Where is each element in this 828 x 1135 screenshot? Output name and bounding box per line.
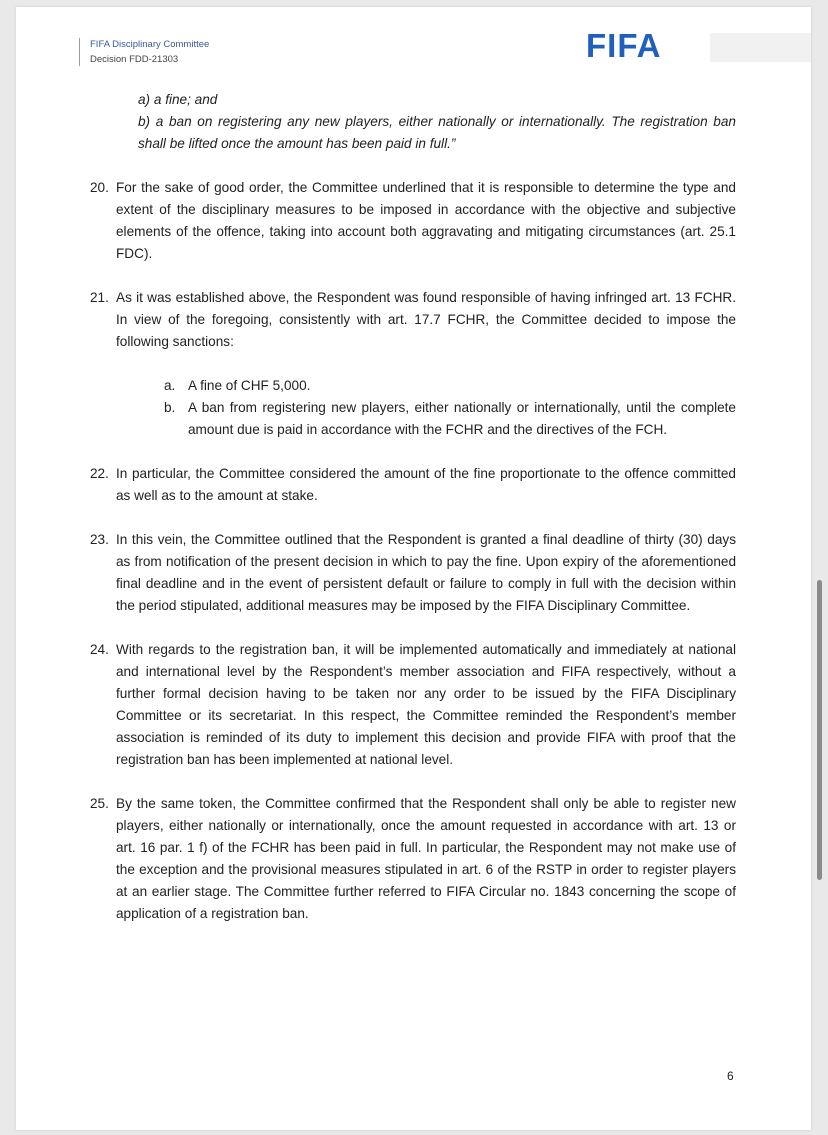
paragraph-number: 22. [90,466,109,481]
quote-line-a: a) a fine; and [138,92,218,107]
paragraph-text: As it was established above, the Respondent was found responsible of having infringed art. 13 FCHR. In view of the foregoing, consistently with art. 17.7 FCHR, the Committee decided to impose the following sanctions: [116,290,736,349]
document-page [16,7,811,1130]
sanction-text: A fine of CHF 5,000. [188,378,311,393]
paragraph-text: By the same token, the Committee confirmed that the Respondent shall only be able to register new players, either nationally or internationally, once the amount requested in accordance with art. 13 or art. 16 par. 1 f) of the FCHR has been paid in full. In particular, the Respondent may not make use of the exception and the provisional measures stipulated in art. 6 of the RSTP in order to register players at an earlier stage. The Committee further referred to FIFA Circular no. 1843 concerning the scope of application of a registration ban. [116,796,736,921]
paragraph-text: With regards to the registration ban, it will be implemented automatically and immediately at national and international level by the Respondent’s member association and FIFA respectively, without a further formal decision having to be taken nor any order to be issued by the FIFA Disciplinary Committee or its secretariat. In this respect, the Committee reminded the Respondent’s member association is reminded of its duty to implement this decision and provide FIFA with proof that the registration ban has been implemented at national level. [116,642,736,767]
document-body [90,89,736,925]
sanction-letter: b. [164,400,176,415]
paragraph-number: 23. [90,532,109,547]
paragraph-text: For the sake of good order, the Committee underlined that it is responsible to determine the type and extent of the disciplinary measures to be imposed in accordance with the objective and subjective elements of the offence, taking into account both aggravating and mitigating circumstances (art. 25.1 FDC). [116,180,736,261]
paragraph-text: In this vein, the Committee outlined that the Respondent is granted a final deadline of thirty (30) days as from notification of the present decision in which to pay the fine. Upon expiry of the aforementioned final deadline and in the event of persistent default or failure to comply in full with the decision within the period stipulated, additional measures may be imposed by the FIFA Disciplinary Committee. [116,532,736,613]
paragraph-number: 20. [90,180,109,195]
decision-number: Decision FDD-21303 [90,54,179,65]
vertical-scrollbar[interactable] [817,580,822,880]
fifa-logo: FIFA [586,27,662,64]
paragraph-number: 25. [90,796,109,811]
paragraph-20 [90,177,736,265]
paragraph-23 [90,529,736,617]
paragraph-text: In particular, the Committee considered the amount of the fine proportionate to the offence committed as well as to the amount at stake. [116,466,736,503]
header-divider [79,38,80,66]
sanctions-list [164,375,736,441]
paragraph-number: 21. [90,290,109,305]
paragraph-number: 24. [90,642,109,657]
committee-name: FIFA Disciplinary Committee [90,39,210,50]
paragraph-25 [90,793,736,925]
quoted-text [138,89,736,155]
redacted-area [710,33,811,62]
document-header [90,37,209,67]
page-number: 6 [727,1069,734,1083]
sanction-item [164,375,736,397]
paragraph-22 [90,463,736,507]
quote-line-b: b) a ban on registering any new players, either nationally or internationally. The registration ban shall be lifted once the amount has been paid in full.” [138,114,736,151]
sanction-text: A ban from registering new players, either nationally or internationally, until the complete amount due is paid in accordance with the FCHR and the directives of the FCH. [188,400,736,437]
paragraph-24 [90,639,736,771]
paragraph-21 [90,287,736,353]
sanction-letter: a. [164,378,176,393]
sanction-item [164,397,736,441]
